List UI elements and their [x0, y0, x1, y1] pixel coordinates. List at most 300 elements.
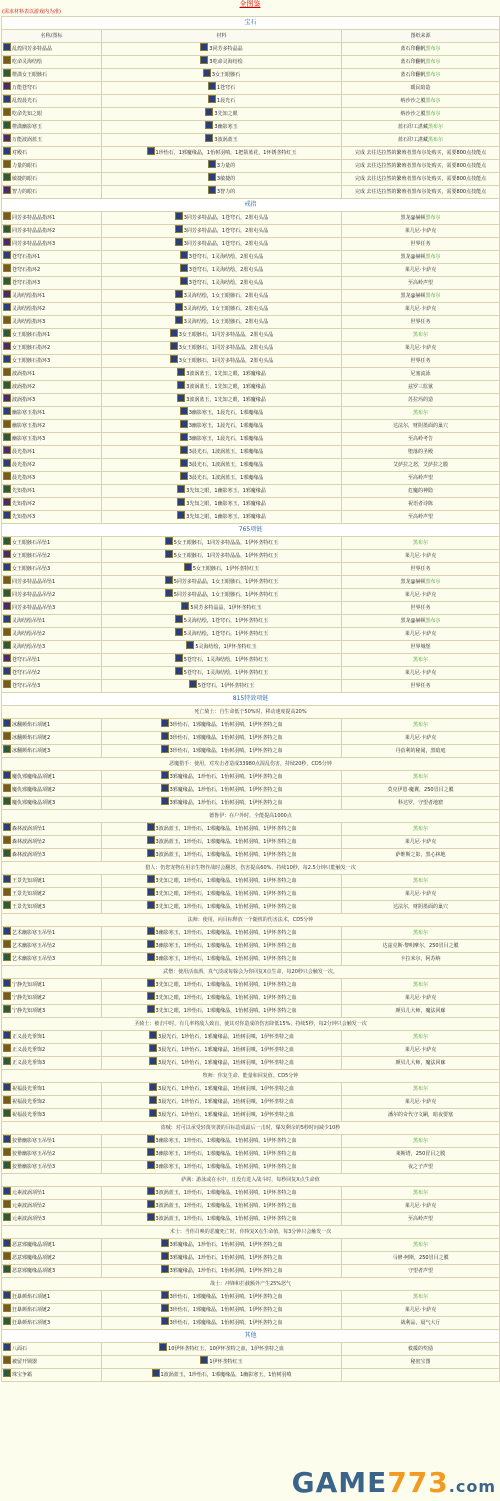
source-vendor: 黑布尔: [425, 254, 441, 260]
source-text: 蓝石印工湛藏: [397, 124, 428, 130]
source-text: 黑龙@赫顿: [400, 254, 426, 260]
table-row: [2, 407, 500, 420]
material-cell: [102, 992, 342, 1005]
material-icon: [149, 1096, 157, 1104]
material-icon: [175, 290, 183, 298]
material-icon: [149, 1044, 157, 1052]
item-name-cell: [2, 628, 102, 641]
source-text: 世界任务: [410, 605, 431, 611]
source-text: 暖民暗造: [410, 85, 431, 91]
material-cell: [102, 329, 342, 342]
item-name: 橙潇女王眼骸石: [12, 72, 48, 78]
material-cell: [102, 498, 342, 511]
material-cell: [102, 1005, 342, 1018]
table-row: [2, 849, 500, 862]
material-icon: [208, 160, 216, 168]
material-text: 3波涡蓝玉: [214, 137, 238, 143]
material-cell: [102, 342, 342, 355]
item-icon: [3, 719, 11, 727]
source-cell: [342, 576, 500, 589]
source-text: 黑布尔: [413, 1294, 429, 1300]
source-cell: [342, 641, 500, 654]
table-row: [2, 979, 500, 992]
material-icon: [175, 212, 183, 220]
effect-row: [2, 966, 500, 979]
material-text: 3先知之眼，1珍怡石，1邪魔缘晶，1怡树羽嗔，1伊怀垄特之血: [155, 995, 297, 1001]
item-name-cell: [2, 823, 102, 836]
item-icon: [3, 667, 11, 675]
material-cell: [102, 433, 342, 446]
item-name: 敏捷的眼石: [12, 176, 38, 182]
material-cell: [102, 277, 342, 290]
material-text: 3女王眼骸石，1同芳多特晶晶，2墨屯头晶: [178, 358, 274, 364]
item-name: 宁静先知项链1: [12, 982, 46, 988]
source-cell: [342, 1083, 500, 1096]
item-name: 晨光指环2: [12, 462, 36, 468]
item-name-cell: [2, 1148, 102, 1161]
item-name-cell: [2, 1031, 102, 1044]
item-name: 乱煌晨光石: [12, 98, 38, 104]
source-cell: [342, 368, 500, 381]
table-row: [2, 1057, 500, 1070]
source-text: 黑布尔: [413, 1086, 429, 1092]
item-name-cell: [2, 589, 102, 602]
item-icon: [3, 1200, 11, 1208]
table-row: [2, 1005, 500, 1018]
item-name-cell: [2, 602, 102, 615]
table-row: [2, 303, 500, 316]
material-cell: [102, 212, 342, 225]
material-icon: [147, 927, 155, 935]
item-icon: [3, 745, 11, 753]
source-text: 达法尔，财阴墨面的巢穴: [393, 904, 449, 910]
material-cell: [102, 1135, 342, 1148]
table-row: [2, 1317, 500, 1330]
source-text: 莱几尼·卡萨克: [404, 839, 437, 845]
item-icon: [3, 1239, 11, 1247]
item-icon: [3, 160, 11, 168]
item-icon: [3, 121, 11, 129]
table-row: [2, 238, 500, 251]
material-text: 1晨光石: [216, 98, 236, 104]
source-text: 达法尔，财阴墨面的巢穴: [393, 423, 449, 429]
section-label: 戒指: [2, 199, 500, 212]
source-text: 至高岭声望: [408, 514, 434, 520]
table-row: [2, 1291, 500, 1304]
material-icon: [177, 381, 185, 389]
effect-text: 战士：冲锋和拦截额外产生25%怒气: [2, 1278, 500, 1291]
source-cell: [342, 82, 500, 95]
item-name: 灵海结绘吊坠2: [12, 631, 46, 637]
item-name: 狂暴颜焰石项链3: [12, 1320, 51, 1326]
item-icon: [3, 602, 11, 610]
item-name-cell: [2, 303, 102, 316]
source-text: 莱几尼·卡萨克: [404, 1099, 437, 1105]
material-cell: [102, 680, 342, 693]
source-text: 秘密宝图: [410, 1359, 431, 1365]
source-text: 黑龙@赫顿: [400, 579, 426, 585]
item-name: 正义晨光垂饰2: [12, 1047, 46, 1053]
item-icon: [3, 251, 11, 259]
item-name: 恶意邪魔缘晶项链2: [12, 1255, 56, 1261]
item-name: 恶意邪魔缘晶项链1: [12, 1242, 56, 1248]
material-text: 3灵海结绘，1女王眼骸石，2墨屯头晶: [183, 306, 269, 312]
source-text: 黑布尔: [413, 540, 429, 546]
item-name-cell: [2, 173, 102, 186]
section-label: 宝石: [2, 17, 500, 30]
item-name: 正义晨光垂饰1: [12, 1034, 46, 1040]
material-text: 3先知之眼，1珍怡石，1邪魔缘晶，1怡树羽嗔，1伊怀垄特之血: [155, 1008, 297, 1014]
source-cell: [342, 1044, 500, 1057]
table-row: [2, 901, 500, 914]
source-cell: [342, 225, 500, 238]
source-cell: [342, 1265, 500, 1278]
item-name: 艺术幽影寒玉吊坠3: [12, 956, 56, 962]
source-cell: [342, 888, 500, 901]
table-row: [2, 1343, 500, 1356]
item-icon: [3, 576, 11, 584]
table-row: [2, 667, 500, 680]
source-text: 黑龙@赫顿: [400, 618, 426, 624]
item-name-cell: [2, 225, 102, 238]
effect-text: 萨满：游泳或在水中，且没有进入战斗时，每秒回复X点生命值: [2, 1174, 500, 1187]
material-text: 3邪魔缘晶，1珍怡石，1怡树羽嗔，1伊怀垄特之血: [169, 1268, 283, 1274]
effect-row: [2, 1226, 500, 1239]
source-cell: [342, 732, 500, 745]
source-vendor: 黑布尔: [425, 72, 441, 78]
source-text: 兹罗三监狱: [408, 384, 434, 390]
section-label: 其他: [2, 1330, 500, 1343]
source-cell: [342, 667, 500, 680]
material-icon: [205, 108, 213, 116]
item-icon: [3, 329, 11, 337]
table-row: [2, 680, 500, 693]
source-cell: [342, 173, 500, 186]
table-row: [2, 264, 500, 277]
source-text: 莫克伊恩·魔翼，250冒目之膜: [387, 787, 454, 793]
effect-text: 恶魔猎手：使用，对攻击者造成33980点混乱伤害，持续20秒，CD5分钟: [2, 758, 500, 771]
item-name-cell: [2, 511, 102, 524]
material-text: 3幽影寒玉，1晨光石，1邪魔缘晶: [188, 436, 264, 442]
table-row: [2, 602, 500, 615]
table-row: [2, 537, 500, 550]
section-label: 765项链: [2, 524, 500, 537]
source-cell: [342, 875, 500, 888]
material-icon: [175, 615, 183, 623]
material-icon: [161, 745, 169, 753]
source-cell: [342, 290, 500, 303]
item-name-cell: [2, 615, 102, 628]
material-text: 1苍穹石: [216, 85, 236, 91]
material-cell: [102, 108, 342, 121]
material-icon: [208, 95, 216, 103]
material-cell: [102, 1291, 342, 1304]
source-text: 纳沙沙之膜: [400, 111, 426, 117]
material-icon: [147, 1213, 155, 1221]
source-vendor: 黑布尔: [425, 618, 441, 624]
item-name-cell: [2, 1109, 102, 1122]
source-text: 马修·柯斯，250冒目之膜: [392, 1255, 449, 1261]
item-icon: [3, 1343, 11, 1351]
item-name-cell: [2, 82, 102, 95]
material-text: 3幽影寒玉，1珍怡石，1邪魔缘晶，1怡树羽嗔，1伊怀垄特之血: [155, 1151, 297, 1157]
item-name-cell: [2, 888, 102, 901]
table-row: [2, 1304, 500, 1317]
table-row: [2, 186, 500, 199]
material-cell: [102, 979, 342, 992]
material-icon: [147, 940, 155, 948]
item-name: 正义晨光垂饰3: [12, 1060, 46, 1066]
source-cell: [342, 394, 500, 407]
source-cell: [342, 628, 500, 641]
table-row: [2, 992, 500, 1005]
source-cell: [342, 472, 500, 485]
table-row: [2, 329, 500, 342]
source-cell: [342, 1187, 500, 1200]
source-cell: [342, 277, 500, 290]
item-icon: [3, 992, 11, 1000]
item-name-cell: [2, 1265, 102, 1278]
item-name-cell: [2, 381, 102, 394]
source-text: 莱几尼·卡萨克: [404, 553, 437, 559]
material-text: 3邪魔缘晶，1珍怡石，1怡树羽嗔，1伊怀垄特之血: [169, 774, 283, 780]
source-cell: [342, 342, 500, 355]
material-cell: [102, 888, 342, 901]
item-name: 先知指环2: [12, 501, 36, 507]
material-icon: [189, 680, 197, 688]
source-text: 潘尔的奇代守文嗣，暗夜要塞: [388, 1112, 454, 1118]
item-name-cell: [2, 550, 102, 563]
source-cell: [342, 407, 500, 420]
material-icon: [186, 641, 194, 649]
material-text: 3波涡蓝玉，1先知之眼，1邪魔缘晶: [186, 384, 266, 390]
material-text: 3先知之眼，1珍怡石，1邪魔缘晶，1怡树羽嗔，1伊怀垄特之血: [155, 904, 297, 910]
table-row: [2, 745, 500, 758]
item-name: 灵海结绘吊坠1: [12, 618, 46, 624]
material-icon: [177, 511, 185, 519]
section-header: [2, 524, 500, 537]
material-icon: [147, 1200, 155, 1208]
material-text: 3同芳多特晶晶，1苍穹石，2墨屯头晶: [183, 228, 269, 234]
material-text: 5女王眼骸石，1同芳多特晶晶，1伊怀垄特红玉: [173, 540, 279, 546]
item-name: 幽影寒玉指环2: [12, 423, 46, 429]
item-name-cell: [2, 459, 102, 472]
source-cell: [342, 1161, 500, 1174]
source-cell: [342, 1031, 500, 1044]
item-icon: [3, 147, 11, 155]
material-text: 5苍穹石，1灵海结绘，1伊怀垄特红玉: [183, 670, 269, 676]
item-icon: [3, 953, 11, 961]
material-text: 3先知之眼，1幽影寒玉，1邪魔缘晶: [186, 514, 266, 520]
item-name: 女王眼骸石吊坠2: [12, 553, 51, 559]
material-text: 3晨光石，1波涡蓝玉，1邪魔缘晶: [188, 475, 264, 481]
item-name-cell: [2, 1304, 102, 1317]
item-name-cell: [2, 472, 102, 485]
effect-row: [2, 810, 500, 823]
source-text: 颜贝儿大师，魔法回廊: [395, 1060, 446, 1066]
material-cell: [102, 1239, 342, 1252]
item-icon: [3, 550, 11, 558]
material-cell: [102, 407, 342, 420]
table-row: [2, 147, 500, 160]
source-text: 堕落的圣殿: [408, 449, 434, 455]
effect-row: [2, 1174, 500, 1187]
source-cell: [342, 459, 500, 472]
material-cell: [102, 394, 342, 407]
material-text: 3珍怡石，1邪魔缘晶，1怡树羽嗔，1伊怀垄特之血: [169, 1307, 283, 1313]
item-icon: [3, 615, 11, 623]
material-icon: [208, 82, 216, 90]
item-icon: [3, 1057, 11, 1065]
item-icon: [3, 56, 11, 64]
table-row: [2, 1031, 500, 1044]
material-icon: [147, 823, 155, 831]
material-text: 3波涡蓝玉，1先知之眼，1邪魔缘晶: [186, 397, 266, 403]
source-text: 夜之子声望: [408, 1164, 434, 1170]
table-row: [2, 1148, 500, 1161]
effect-text: 牧师：你复生命、能量和回复值。CD5分钟: [2, 1070, 500, 1083]
item-name-cell: [2, 1083, 102, 1096]
source-text: 至高岭声望: [408, 475, 434, 481]
page-title: 全图鉴: [239, 0, 261, 8]
material-icon: [165, 537, 173, 545]
item-name: 同芳多特晶晶吊坠3: [12, 605, 56, 611]
source-text: 科达罗，守望者地窟: [398, 800, 444, 806]
item-name: 力量的眼石: [12, 163, 38, 169]
column-headers: [2, 30, 500, 43]
item-name-cell: [2, 745, 102, 758]
table-row: [2, 615, 500, 628]
source-text: 黑布尔: [413, 1138, 429, 1144]
material-icon: [180, 433, 188, 441]
material-text: 3苍穹石，1灵海结绘，2墨屯头晶: [188, 254, 264, 260]
item-icon: [3, 563, 11, 571]
effect-text: 死亡骑士：自生命低于50%时，移动速度提高20%: [2, 706, 500, 719]
item-name-cell: [2, 927, 102, 940]
item-name: 被留开锁器: [12, 1359, 38, 1365]
effect-row: [2, 1070, 500, 1083]
table-row: [2, 628, 500, 641]
material-icon: [170, 329, 178, 337]
item-name: 狡猾幽影寒玉吊坠1: [12, 1138, 56, 1144]
item-name-cell: [2, 498, 102, 511]
material-cell: [102, 290, 342, 303]
material-icon: [161, 1291, 169, 1299]
table-row: [2, 576, 500, 589]
source-cell: [342, 1291, 500, 1304]
item-icon: [3, 823, 11, 831]
item-name-cell: [2, 1161, 102, 1174]
material-cell: [102, 1356, 342, 1369]
table-row: [2, 784, 500, 797]
table-row: [2, 212, 500, 225]
item-name-cell: [2, 732, 102, 745]
source-text: 世界任务: [410, 683, 431, 689]
material-icon: [200, 56, 208, 64]
item-name-cell: [2, 654, 102, 667]
item-name-cell: [2, 719, 102, 732]
material-text: 3敏捷的: [216, 176, 236, 182]
material-cell: [102, 368, 342, 381]
section-header: [2, 17, 500, 30]
material-icon: [175, 316, 183, 324]
item-name-cell: [2, 771, 102, 784]
item-icon: [3, 1096, 11, 1104]
item-icon: [3, 1304, 11, 1312]
table-row: [2, 1356, 500, 1369]
table-row: [2, 550, 500, 563]
source-text: 黑布尔: [413, 1242, 429, 1248]
page-note: (需求材料表以游戏内为准): [2, 9, 61, 15]
material-icon: [180, 407, 188, 415]
item-name-cell: [2, 329, 102, 342]
material-text: 5灵海结绘，1苍穹石，1伊怀垄特红玉: [183, 631, 269, 637]
source-cell: [342, 901, 500, 914]
table-row: [2, 1109, 500, 1122]
material-cell: [102, 771, 342, 784]
material-cell: [102, 732, 342, 745]
material-cell: [102, 134, 342, 147]
table-row: [2, 485, 500, 498]
table-row: [2, 290, 500, 303]
item-icon: [3, 1161, 11, 1169]
item-icon: [3, 394, 11, 402]
table-row: [2, 56, 500, 69]
material-icon: [147, 849, 155, 857]
item-icon: [3, 459, 11, 467]
item-name: 晨光指环1: [12, 449, 36, 455]
material-text: 3智力的: [216, 189, 236, 195]
item-icon: [3, 498, 11, 506]
source-vendor: 黑布尔: [428, 124, 444, 130]
item-name-cell: [2, 134, 102, 147]
material-cell: [102, 173, 342, 186]
material-cell: [102, 121, 342, 134]
item-icon: [3, 212, 11, 220]
item-icon: [3, 1356, 11, 1364]
source-vendor: 黑布尔: [425, 111, 441, 117]
material-text: 3苍穹石，1灵海结绘，2墨屯头晶: [188, 280, 264, 286]
item-name-cell: [2, 1057, 102, 1070]
material-cell: [102, 1148, 342, 1161]
source-cell: [342, 1096, 500, 1109]
item-name: 狡猾幽影寒玉吊坠2: [12, 1151, 56, 1157]
source-text: 莱几尼·卡萨克: [404, 345, 437, 351]
source-cell: [342, 589, 500, 602]
material-icon: [161, 719, 169, 727]
item-name: 吃命先知之眼: [12, 111, 43, 117]
material-text: 3灵海结绘，1女王眼骸石，2墨屯头晶: [183, 293, 269, 299]
item-icon: [3, 1187, 11, 1195]
source-cell: [342, 69, 500, 82]
table-row: [2, 420, 500, 433]
source-text: 莱几尼·卡萨克: [404, 1203, 437, 1209]
source-cell: [342, 147, 500, 160]
item-name-cell: [2, 979, 102, 992]
item-icon: [3, 238, 11, 246]
item-name-cell: [2, 342, 102, 355]
item-name-cell: [2, 147, 102, 160]
source-cell: [342, 1200, 500, 1213]
source-text: 黑布尔: [413, 774, 429, 780]
material-text: 3邪魔缘晶，1珍怡石，1怡树羽嗔，1伊怀垄特之血: [169, 1242, 283, 1248]
material-icon: [149, 1031, 157, 1039]
item-icon: [3, 680, 11, 688]
material-icon: [180, 277, 188, 285]
item-name-cell: [2, 1369, 102, 1382]
material-text: 3女王眼骸石，1同芳多特晶晶，2墨屯头晶: [178, 345, 274, 351]
item-name: 苍穹石吊坠1: [12, 657, 41, 663]
